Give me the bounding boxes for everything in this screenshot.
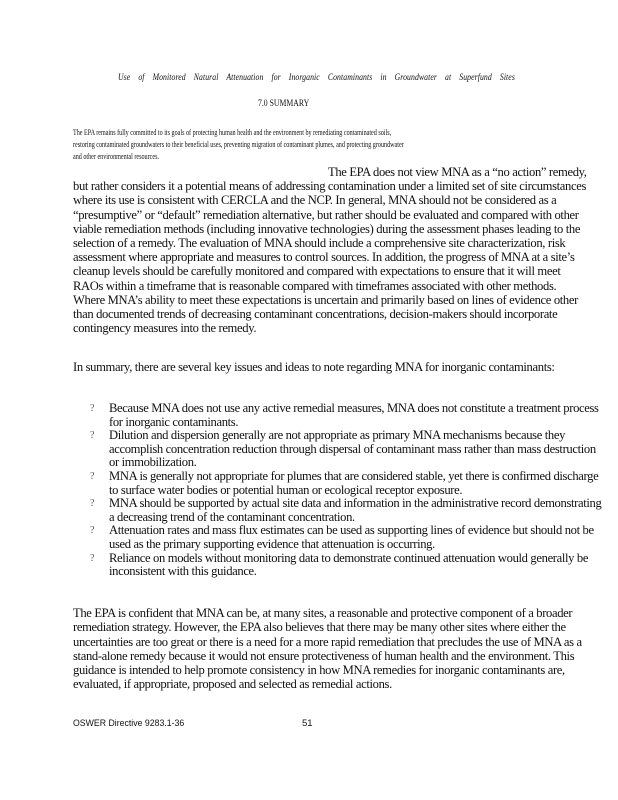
- list-item: [73, 524, 603, 551]
- list-item-text: Dilution and dispersion generally are not appropriate as primary MNA mechanisms because they accomplish concentration reduction through dispersal of contaminant mass rather than mass destruction or immobilization.: [109, 428, 596, 470]
- list-item: [73, 497, 603, 524]
- key-issues-list: [73, 402, 603, 579]
- list-item-text: MNA is generally not appropriate for plumes that are considered stable, yet there is confirmed discharge to surface water bodies or potential human or ecological receptor exposure.: [109, 468, 599, 497]
- bullet-marker-icon: ?: [90, 525, 95, 537]
- list-item-text: Reliance on models without monitoring data to demonstrate continued attenuation would generally be inconsistent with this guidance.: [109, 550, 589, 579]
- bullet-marker-icon: ?: [90, 498, 95, 510]
- body-paragraph-2: In summary, there are several key issues and ideas to note regarding MNA for inorganic contaminants:: [73, 360, 555, 374]
- body-paragraph-3: The EPA is confident that MNA can be, at many sites, a reasonable and protective component of a broader remediation strategy. However, the EPA also believes that there may be many other sites where either the uncertainties are too great or there is a need for a more rapid remediation that precludes the use of MNA as a stand-alone remedy because it would not ensure protectiveness of human health and the environment. This guidance is intended to help promote consistency in how MNA remedies for inorganic contaminants are, evaluated, if appropriate, proposed and selected as remedial actions.: [73, 606, 582, 692]
- body-paragraph-1: [73, 165, 589, 335]
- paragraph-1-text: The EPA does not view MNA as a “no action” remedy, but rather considers it a potential means of addressing contamination under a limited set of site circumstances where its use is consistent with CERCLA and the NCP. In general, MNA should not be considered as a “presumptive” or “default” remediation alternative, but rather should be evaluated and compared with other viable remediation methods (including innovative technologies) during the assessment phases leading to the selection of a remedy. The evaluation of MNA should include a comprehensive site characterization, risk assessment where appropriate and measures to control sources. In addition, the progress of MNA at a site’s cleanup levels should be carefully monitored and compared with expectations to ensure that it will meet RAOs within a timeframe that is reasonable compared with timeframes associated with other methods. Where MNA’s ability to meet these expectations is uncertain and primarily based on lines of evidence other than documented trends of decreasing contaminant concentrations, decision-makers should incorporate contingency measures into the remedy.: [73, 165, 587, 336]
- list-item: [73, 552, 603, 579]
- bullet-marker-icon: ?: [90, 403, 95, 414]
- intro-paragraph: The EPA remains fully committed to its goals of protecting human health and the environment by remediating contaminated soils, restoring contaminated groundwaters to their beneficial uses, preventing migration of contaminant plumes, and protecting groundwater and other environmental resources.: [73, 127, 404, 161]
- running-header: Use of Monitored Natural Attenuation for Inorganic Contaminants in Groundwater at Superfund Sites: [118, 72, 515, 82]
- list-item-text: Because MNA does not use any active remedial measures, MNA does not constitute a treatment process for inorganic contaminants.: [109, 401, 599, 429]
- footer-directive: OSWER Directive 9283.1-36: [73, 718, 185, 729]
- bullet-marker-icon: ?: [90, 430, 95, 442]
- section-heading: 7.0 SUMMARY: [258, 98, 310, 108]
- bullet-marker-icon: ?: [90, 470, 95, 482]
- page-number: 51: [302, 718, 313, 729]
- list-item-text: MNA should be supported by actual site data and information in the administrative record demonstrating a decreasing trend of the contaminant concentration.: [109, 496, 602, 524]
- list-item: [73, 470, 603, 497]
- list-item: [73, 402, 603, 429]
- list-item-text: Attenuation rates and mass flux estimates can be used as supporting lines of evidence but should not be used as the primary supporting evidence that attenuation is occurring.: [109, 523, 594, 551]
- list-item: [73, 429, 603, 470]
- bullet-marker-icon: ?: [90, 552, 95, 564]
